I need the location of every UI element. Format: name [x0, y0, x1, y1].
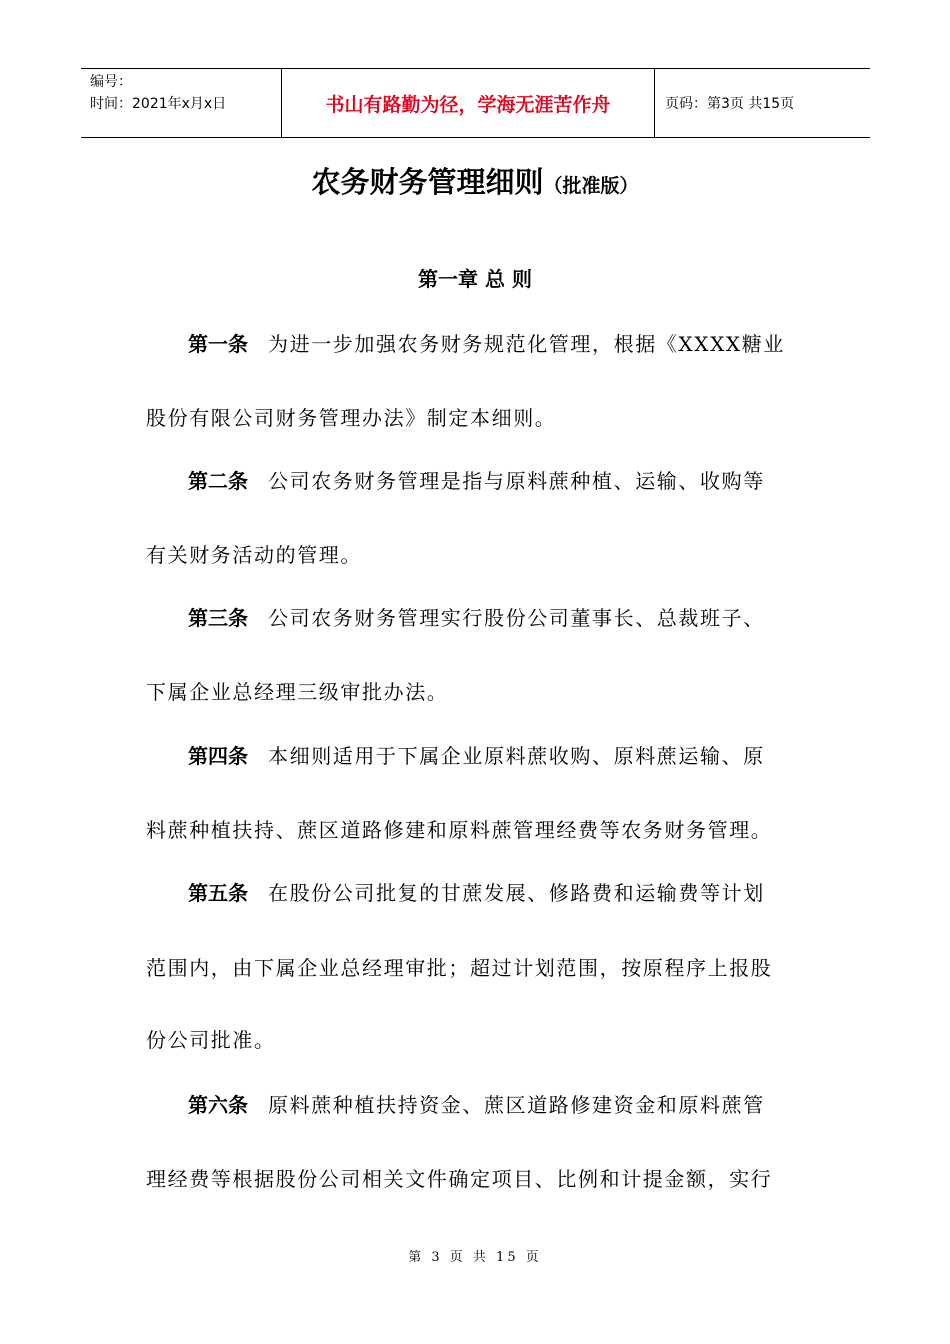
document-title	[0, 160, 950, 201]
body-line	[188, 1089, 765, 1118]
article-text: 为进一步加强农务财务规范化管理，根据《XXXX糖业	[268, 332, 785, 356]
article-text: 范围内，由下属企业总经理审批；超过计划范围，按原程序上报股	[146, 956, 773, 980]
article-text: 有关财务活动的管理。	[146, 543, 362, 567]
body-line	[146, 402, 556, 431]
article-text: 理经费等根据股份公司相关文件确定项目、比例和计提金额，实行	[146, 1167, 773, 1191]
article-text: 下属企业总经理三级审批办法。	[146, 680, 449, 704]
article-text: 公司农务财务管理是指与原料蔗种植、运输、收购等	[268, 469, 765, 493]
document-date: 时间：2021年x月x日	[90, 96, 227, 112]
body-line	[146, 1163, 772, 1192]
article-text: 份公司批准。	[146, 1028, 276, 1052]
article-number: 第三条	[188, 606, 248, 630]
body-line	[188, 877, 765, 906]
article-text: 原料蔗种植扶持资金、蔗区道路修建资金和原料蔗管	[268, 1093, 765, 1117]
body-line	[188, 602, 765, 631]
article-text: 在股份公司批复的甘蔗发展、修路费和运输费等计划	[268, 881, 765, 905]
body-line	[188, 740, 765, 769]
body-line	[146, 814, 772, 843]
header-page-info: 页码：第3页 共15页	[665, 96, 795, 112]
article-number: 第一条	[188, 332, 248, 356]
document-number-label: 编号：	[90, 74, 132, 90]
header-motto: 书山有路勤为径，学海无涯苦作舟	[281, 69, 655, 137]
article-text: 公司农务财务管理实行股份公司董事长、总裁班子、	[268, 606, 765, 630]
article-number: 第四条	[188, 744, 248, 768]
header-meta	[81, 69, 281, 137]
page-footer: 第 3 页 共 15 页	[408, 1250, 542, 1265]
title-main: 农务财务管理细则	[311, 165, 544, 199]
article-text: 本细则适用于下属企业原料蔗收购、原料蔗运输、原	[268, 744, 765, 768]
body-line	[146, 539, 362, 568]
body-line	[146, 952, 772, 981]
body-line	[146, 676, 448, 705]
body-line	[188, 328, 785, 357]
chapter-heading: 第一章 总 则	[418, 267, 532, 291]
article-number: 第二条	[188, 469, 248, 493]
article-text: 料蔗种植扶持、蔗区道路修建和原料蔗管理经费等农务财务管理。	[146, 818, 773, 842]
body-line	[146, 1024, 276, 1053]
body-line	[188, 465, 765, 494]
page-header	[81, 68, 870, 138]
article-number: 第六条	[188, 1093, 248, 1117]
article-number: 第五条	[188, 881, 248, 905]
article-text: 股份有限公司财务管理办法》制定本细则。	[146, 406, 557, 430]
title-suffix: （批准版）	[543, 175, 639, 197]
